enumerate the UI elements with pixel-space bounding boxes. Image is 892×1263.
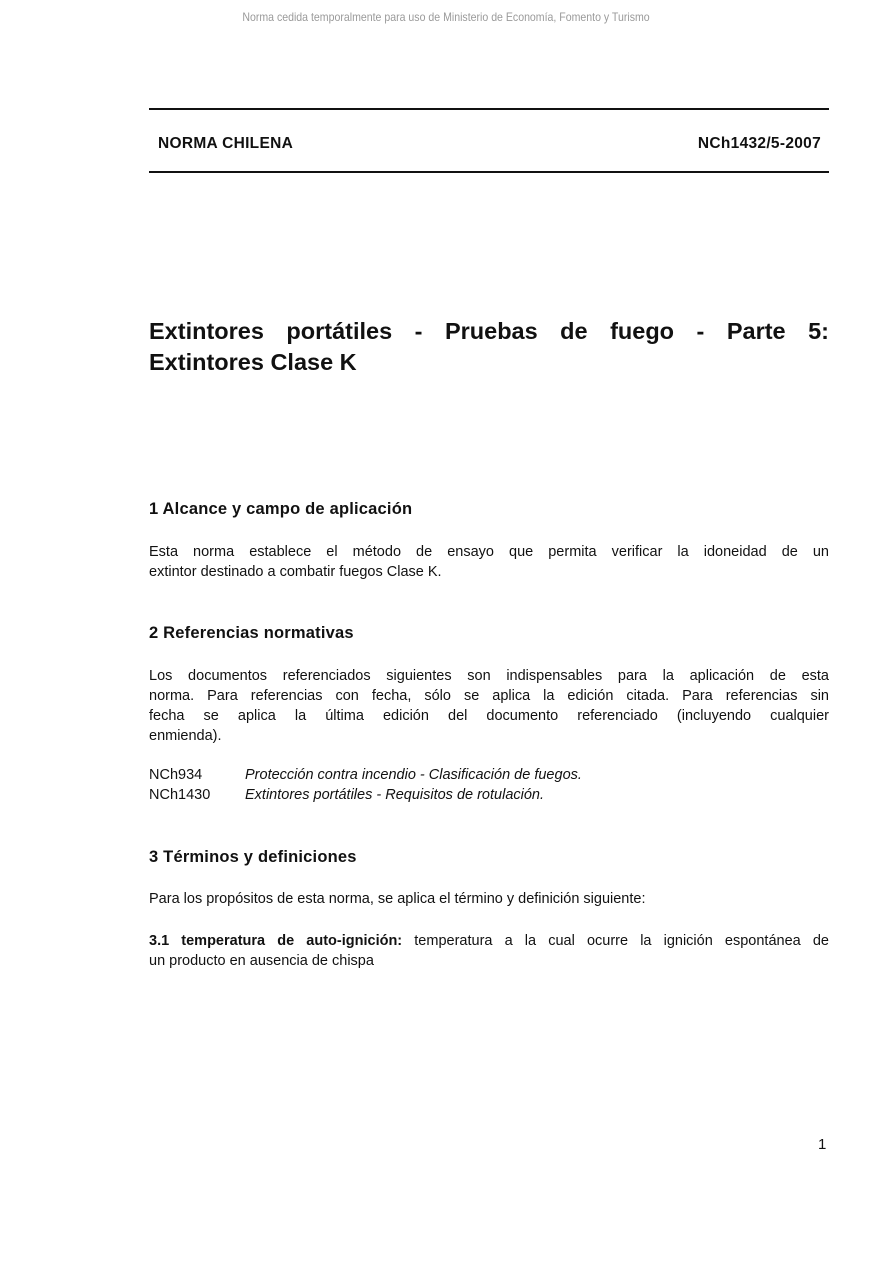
text-line: Para los propósitos de esta norma, se aplica el término y definición siguiente: (149, 891, 646, 907)
section-heading: 2 Referencias normativas (149, 624, 354, 642)
watermark: Norma cedida temporalmente para uso de Ministerio de Economía, Fomento y Turismo (242, 10, 650, 24)
title-line: Extintores portátiles - Pruebas de fuego - Parte 5: (149, 318, 829, 344)
section-heading: 1 Alcance y campo de aplicación (149, 500, 413, 518)
section-heading: 3 Términos y definiciones (149, 848, 357, 866)
header-top-rule (149, 108, 829, 110)
header-norma-label: NORMA CHILENA (158, 135, 294, 152)
text-line: enmienda). (149, 728, 222, 744)
definition-text: temperatura a la cual ocurre la ignición espontánea de (402, 933, 829, 949)
text-line: extintor destinado a combatir fuegos Clase K. (149, 564, 442, 580)
text-line: fecha se aplica la última edición del documento referenciado (incluyendo cualquier (149, 708, 829, 724)
section-paragraph (149, 666, 829, 746)
reference-title: Extintores portátiles - Requisitos de rotulación. (245, 787, 545, 803)
definition-term: 3.1 temperatura de auto-ignición: (149, 933, 403, 949)
definition (149, 931, 829, 971)
text-line: Esta norma establece el método de ensayo que permita verificar la idoneidad de un (149, 544, 829, 560)
text-line: Los documentos referenciados siguientes son indispensables para la aplicación de esta (149, 668, 829, 684)
reference-item (149, 785, 829, 805)
reference-list (149, 765, 829, 805)
section-paragraph (149, 542, 829, 582)
text-line: norma. Para referencias con fecha, sólo se aplica la edición citada. Para referencias sin (149, 688, 829, 704)
text-line: un producto en ausencia de chispa (149, 953, 374, 969)
header-norma-code: NCh1432/5-2007 (697, 135, 821, 152)
title-line: Extintores Clase K (149, 349, 357, 375)
reference-title: Protección contra incendio - Clasificación de fuegos. (245, 767, 582, 783)
page-number: 1 (818, 1136, 827, 1153)
document-title (149, 316, 829, 378)
section-paragraph (149, 889, 829, 909)
reference-item (149, 765, 829, 785)
text-line (149, 931, 829, 951)
reference-code: NCh934 (149, 767, 203, 783)
header-bottom-rule (149, 171, 829, 173)
reference-code: NCh1430 (149, 787, 211, 803)
